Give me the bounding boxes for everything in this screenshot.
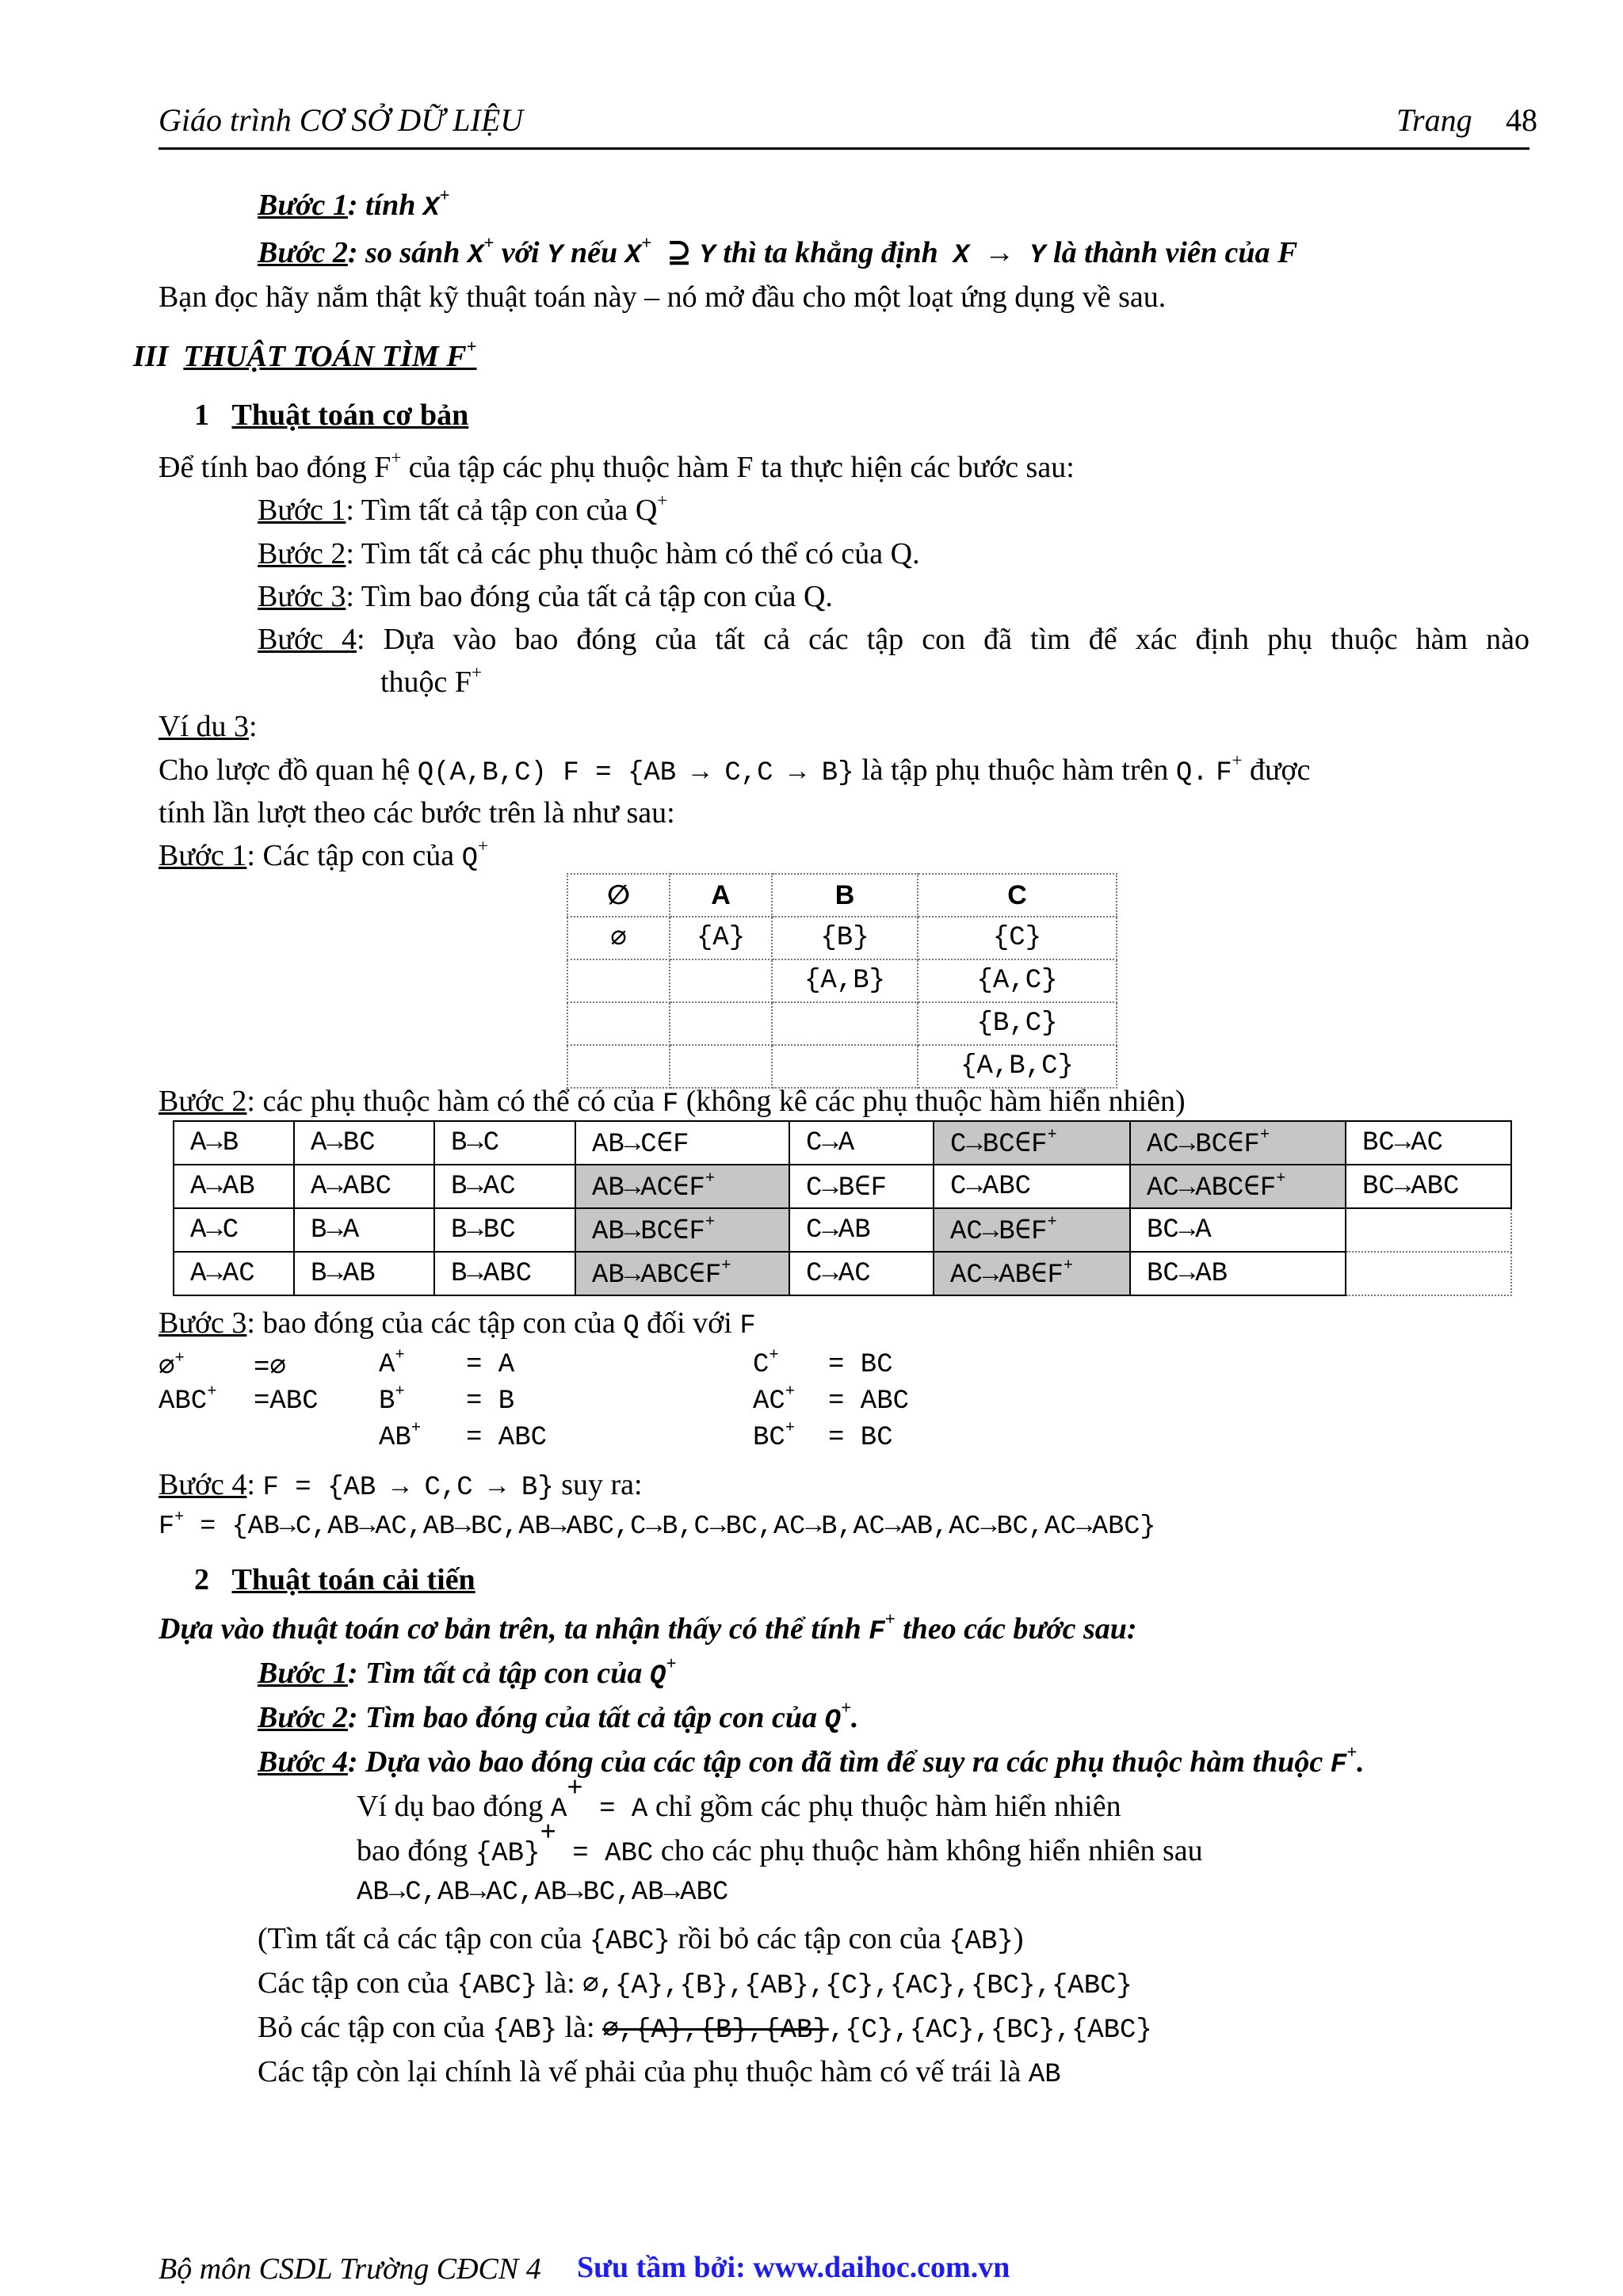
footer-link[interactable]: Sưu tầm bởi: www.daihoc.com.vn (577, 2251, 1010, 2284)
basic-step4: Bước 4: Dựa vào bao đóng của tất cả các tập con đã tìm để xác định phụ thuộc hàm nào (258, 623, 1529, 656)
subsection-2-heading: 2 Thuật toán cải tiến (194, 1563, 475, 1596)
fd-cell: A→BC (294, 1121, 434, 1165)
fd-cell: AC→ABC∈F+ (1130, 1165, 1346, 1208)
fd-cell: C→BC∈F+ (934, 1121, 1130, 1165)
improved-find: (Tìm tất cả các tập con của {ABC} rồi bỏ các tập con của {AB}) (258, 1922, 1024, 1957)
example-label: Ví du 3: (158, 710, 258, 743)
improved-step2: Bước 2: Tìm bao đóng của tất cả tập con của Q+. (258, 1697, 859, 1736)
subsets-cell (670, 959, 772, 1002)
subsets-row (567, 1002, 1117, 1045)
running-header-title: Giáo trình CƠ SỞ DỮ LIỆU (158, 102, 524, 138)
improved-step4: Bước 4: Dựa vào bao đóng của các tập con đã tìm để suy ra các phụ thuộc hàm thuộc F+. (258, 1741, 1365, 1780)
improved-intro: Dựa vào thuật toán cơ bản trên, ta nhận thấy có thể tính F+ theo các bước sau: (158, 1608, 1137, 1647)
fplus-result: F+ = {AB→C,AB→AC,AB→BC,AB→ABC,C→B,C→BC,AC→B,AC→AB,AC→BC,AC→ABC} (158, 1508, 1156, 1542)
fd-cell: C→AB (789, 1208, 934, 1252)
closure-b-value: = B (466, 1386, 515, 1417)
subsets-row (567, 1045, 1117, 1088)
closure-empty-value: =∅ (254, 1353, 286, 1383)
fd-cell: B→ABC (434, 1252, 575, 1295)
closure-a-value: = A (466, 1350, 515, 1380)
page-label: Trang (1396, 102, 1472, 138)
example-line2: tính lần lượt theo các bước trên là như sau: (158, 796, 675, 830)
improved-example-a: Ví dụ bao đóng A+ = A chỉ gồm các phụ thuộc hàm hiển nhiên (357, 1774, 1121, 1825)
example-step4: Bước 4: F = {AB → C,C → B} suy ra: (158, 1468, 643, 1503)
fd-cell: C→B∈F (789, 1165, 934, 1208)
closure-a: A+ (379, 1346, 405, 1380)
improved-subsets: Các tập con của {ABC} là: ∅,{A},{B},{AB},{C},{AC},{BC},{ABC} (258, 1966, 1132, 2001)
subsets-cell: {B} (772, 917, 918, 959)
improved-step1: Bước 1: Tìm tất cả tập con của Q+ (258, 1653, 677, 1691)
closure-abc: ABC+ (158, 1383, 217, 1417)
improved-example-c: AB→C,AB→AC,AB→BC,AB→ABC (357, 1878, 729, 1908)
basic-step4-cont: thuộc F+ (380, 662, 482, 699)
basic-step2: Bước 2: Tìm tất cả các phụ thuộc hàm có thể có của Q. (258, 537, 920, 570)
subsets-cell (670, 1045, 772, 1088)
basic-step3: Bước 3: Tìm bao đóng của tất cả tập con của Q. (258, 580, 833, 613)
closure-b: B+ (379, 1383, 405, 1417)
closure-ac: AC+ (753, 1383, 796, 1417)
fd-cell: C→ABC (934, 1165, 1130, 1208)
fd-cell: B→AC (434, 1165, 575, 1208)
fd-row (174, 1208, 1511, 1252)
fd-cell: A→B (174, 1121, 294, 1165)
subsets-cell (772, 1002, 918, 1045)
subsection-1-heading: 1 Thuật toán cơ bản (194, 399, 469, 432)
closure-bc-value: = BC (828, 1423, 893, 1453)
subsets-header-cell: ∅ (567, 874, 670, 917)
subsets-header-cell: A (670, 874, 772, 917)
improved-rest: Các tập còn lại chính là vế phải của phụ thuộc hàm có vế trái là AB (258, 2055, 1061, 2090)
fd-cell: A→AC (174, 1252, 294, 1295)
improved-remove: Bỏ các tập con của {AB} là: ∅,{A},{B},{AB},{C},{AC},{BC},{ABC} (258, 2011, 1152, 2046)
fd-cell: C→AC (789, 1252, 934, 1295)
closure-empty: ∅+ (158, 1349, 185, 1383)
closure-c: C+ (753, 1346, 779, 1380)
subsets-cell (567, 1002, 670, 1045)
fd-cell: A→C (174, 1208, 294, 1252)
subsets-cell: {B,C} (918, 1002, 1117, 1045)
example-step3: Bước 3: bao đóng của các tập con của Q đối với F (158, 1306, 756, 1341)
fd-row (174, 1121, 1511, 1165)
intro-step2: Bước 2: so sánh X+ với Y nếu X+ ⊇ Y thì ta khẳng định X → Y là thành viên của F (258, 232, 1298, 271)
fd-cell: AC→B∈F+ (934, 1208, 1130, 1252)
subsets-header-cell: B (772, 874, 918, 917)
fd-cell: AB→C∈F (575, 1121, 789, 1165)
fd-cell: BC→AB (1130, 1252, 1346, 1295)
subsets-cell: ∅ (567, 917, 670, 959)
fd-row (174, 1252, 1511, 1295)
fd-cell: AC→BC∈F+ (1130, 1121, 1346, 1165)
basic-intro: Để tính bao đóng F+ của tập các phụ thuộc hàm F ta thực hiện các bước sau: (158, 447, 1075, 484)
fd-cell: C→A (789, 1121, 934, 1165)
subsets-cell (670, 1002, 772, 1045)
subsets-cell (772, 1045, 918, 1088)
intro-step1: Bước 1: tính X+ (258, 185, 450, 223)
footer-left: Bộ môn CSDL Trường CĐCN 4 (158, 2252, 541, 2286)
subsets-cell: {C} (918, 917, 1117, 959)
fd-cell: BC→AC (1346, 1121, 1511, 1165)
closure-ac-value: = ABC (828, 1386, 910, 1417)
fd-cell: AB→BC∈F+ (575, 1208, 789, 1252)
closure-abc-value: =ABC (254, 1386, 319, 1417)
subsets-cell: {A,B} (772, 959, 918, 1002)
subsets-header-row (567, 874, 1117, 917)
fd-cell: AB→AC∈F+ (575, 1165, 789, 1208)
fd-cell: BC→ABC (1346, 1165, 1511, 1208)
functional-dependency-table (173, 1120, 1512, 1296)
subsets-cell (567, 959, 670, 1002)
subsets-row (567, 917, 1117, 959)
subsets-cell: {A,B,C} (918, 1045, 1117, 1088)
header-rule (158, 147, 1529, 150)
advice-paragraph: Bạn đọc hãy nắm thật kỹ thuật toán này – nó mở đầu cho một loạt ứng dụng về sau. (158, 280, 1167, 314)
fd-cell: B→AB (294, 1252, 434, 1295)
fd-row (174, 1165, 1511, 1208)
fd-cell: A→ABC (294, 1165, 434, 1208)
closure-bc: BC+ (753, 1419, 796, 1453)
subsets-cell (567, 1045, 670, 1088)
fd-cell: A→AB (174, 1165, 294, 1208)
subsets-table (567, 873, 1117, 1089)
subsets-cell: {A,C} (918, 959, 1117, 1002)
fd-cell (1346, 1208, 1511, 1252)
subsets-row (567, 959, 1117, 1002)
fd-cell: AC→AB∈F+ (934, 1252, 1130, 1295)
fd-cell: AB→ABC∈F+ (575, 1252, 789, 1295)
fd-cell: BC→A (1130, 1208, 1346, 1252)
fd-cell: B→A (294, 1208, 434, 1252)
section-heading: III THUẬT TOÁN TÌM F+ (133, 336, 477, 373)
closure-ab-value: = ABC (466, 1423, 548, 1453)
fd-cell: B→C (434, 1121, 575, 1165)
closure-ab: AB+ (379, 1419, 422, 1453)
subsets-cell: {A} (670, 917, 772, 959)
basic-step1: Bước 1: Tìm tất cả tập con của Q+ (258, 490, 668, 527)
fd-cell (1346, 1252, 1511, 1295)
page-number: 48 (1506, 102, 1537, 138)
example-line1: Cho lược đồ quan hệ Q(A,B,C) F = {AB → C,C → B} là tập phụ thuộc hàm trên Q. F+ được (158, 749, 1311, 788)
closure-c-value: = BC (828, 1350, 893, 1380)
example-step2: Bước 2: các phụ thuộc hàm có thể có của F (không kê các phụ thuộc hàm hiển nhiên) (158, 1085, 1186, 1119)
subsets-header-cell: C (918, 874, 1117, 917)
improved-example-b: bao đóng {AB}+ = ABC cho các phụ thuộc hàm không hiển nhiên sau (357, 1818, 1203, 1869)
fd-cell: B→BC (434, 1208, 575, 1252)
example-step1: Bước 1: Các tập con của Q+ (158, 835, 488, 874)
